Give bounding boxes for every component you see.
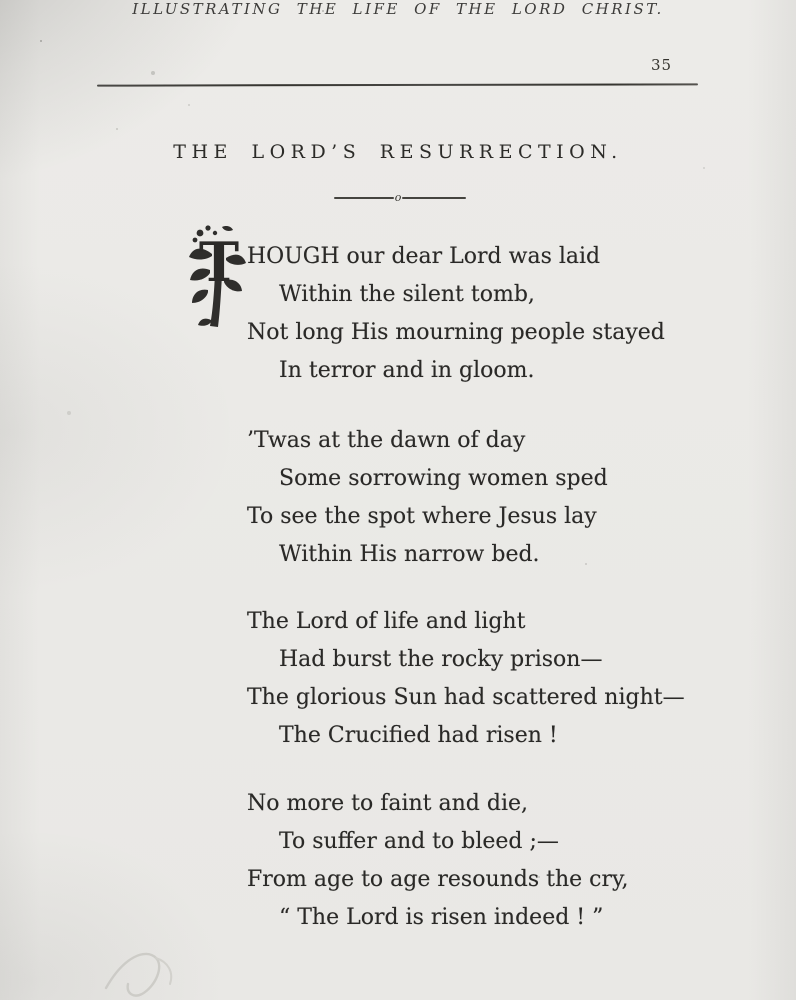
poem-line: HOUGH our dear Lord was laid [247, 244, 601, 269]
stanza-1 [0, 238, 796, 390]
poem-line: Within His narrow bed. [279, 542, 540, 567]
stanza-2 [0, 422, 796, 574]
poem-line: Not long His mourning people stayed [247, 320, 665, 345]
header-rule [97, 83, 698, 86]
scan-specks [40, 40, 42, 42]
title-divider-ornament: o [332, 191, 468, 205]
poem-line: From age to age resounds the cry, [247, 867, 629, 892]
poem-line: To see the spot where Jesus lay [247, 504, 597, 529]
drop-cap-letter: T [198, 230, 240, 294]
poem-line: Some sorrowing women sped [279, 466, 608, 491]
page-number: 35 [651, 56, 673, 74]
stanza-3 [0, 603, 796, 755]
divider-line-left [334, 197, 394, 199]
poem-line: “ The Lord is risen indeed ! ” [279, 905, 604, 930]
poem-line: The Crucified had risen ! [279, 723, 558, 748]
poem-line: Within the silent tomb, [279, 282, 535, 307]
poem-line: The Lord of life and light [247, 609, 526, 634]
poem-line: Had burst the rocky prison— [279, 647, 603, 672]
running-header: ILLUSTRATING THE LIFE OF THE LORD CHRIST. [132, 0, 664, 18]
poem-title: THE LORD’S RESURRECTION. [173, 141, 623, 163]
poem-line: ’Twas at the dawn of day [247, 428, 526, 453]
poem-line: To suffer and to bleed ;— [279, 829, 559, 854]
stanza-4 [0, 785, 796, 937]
pencil-mark [98, 942, 268, 1000]
divider-line-right [402, 197, 466, 199]
poem-line: In terror and in gloom. [279, 358, 535, 383]
poem-line: The glorious Sun had scattered night— [247, 685, 685, 710]
poem-line: No more to faint and die, [247, 791, 528, 816]
